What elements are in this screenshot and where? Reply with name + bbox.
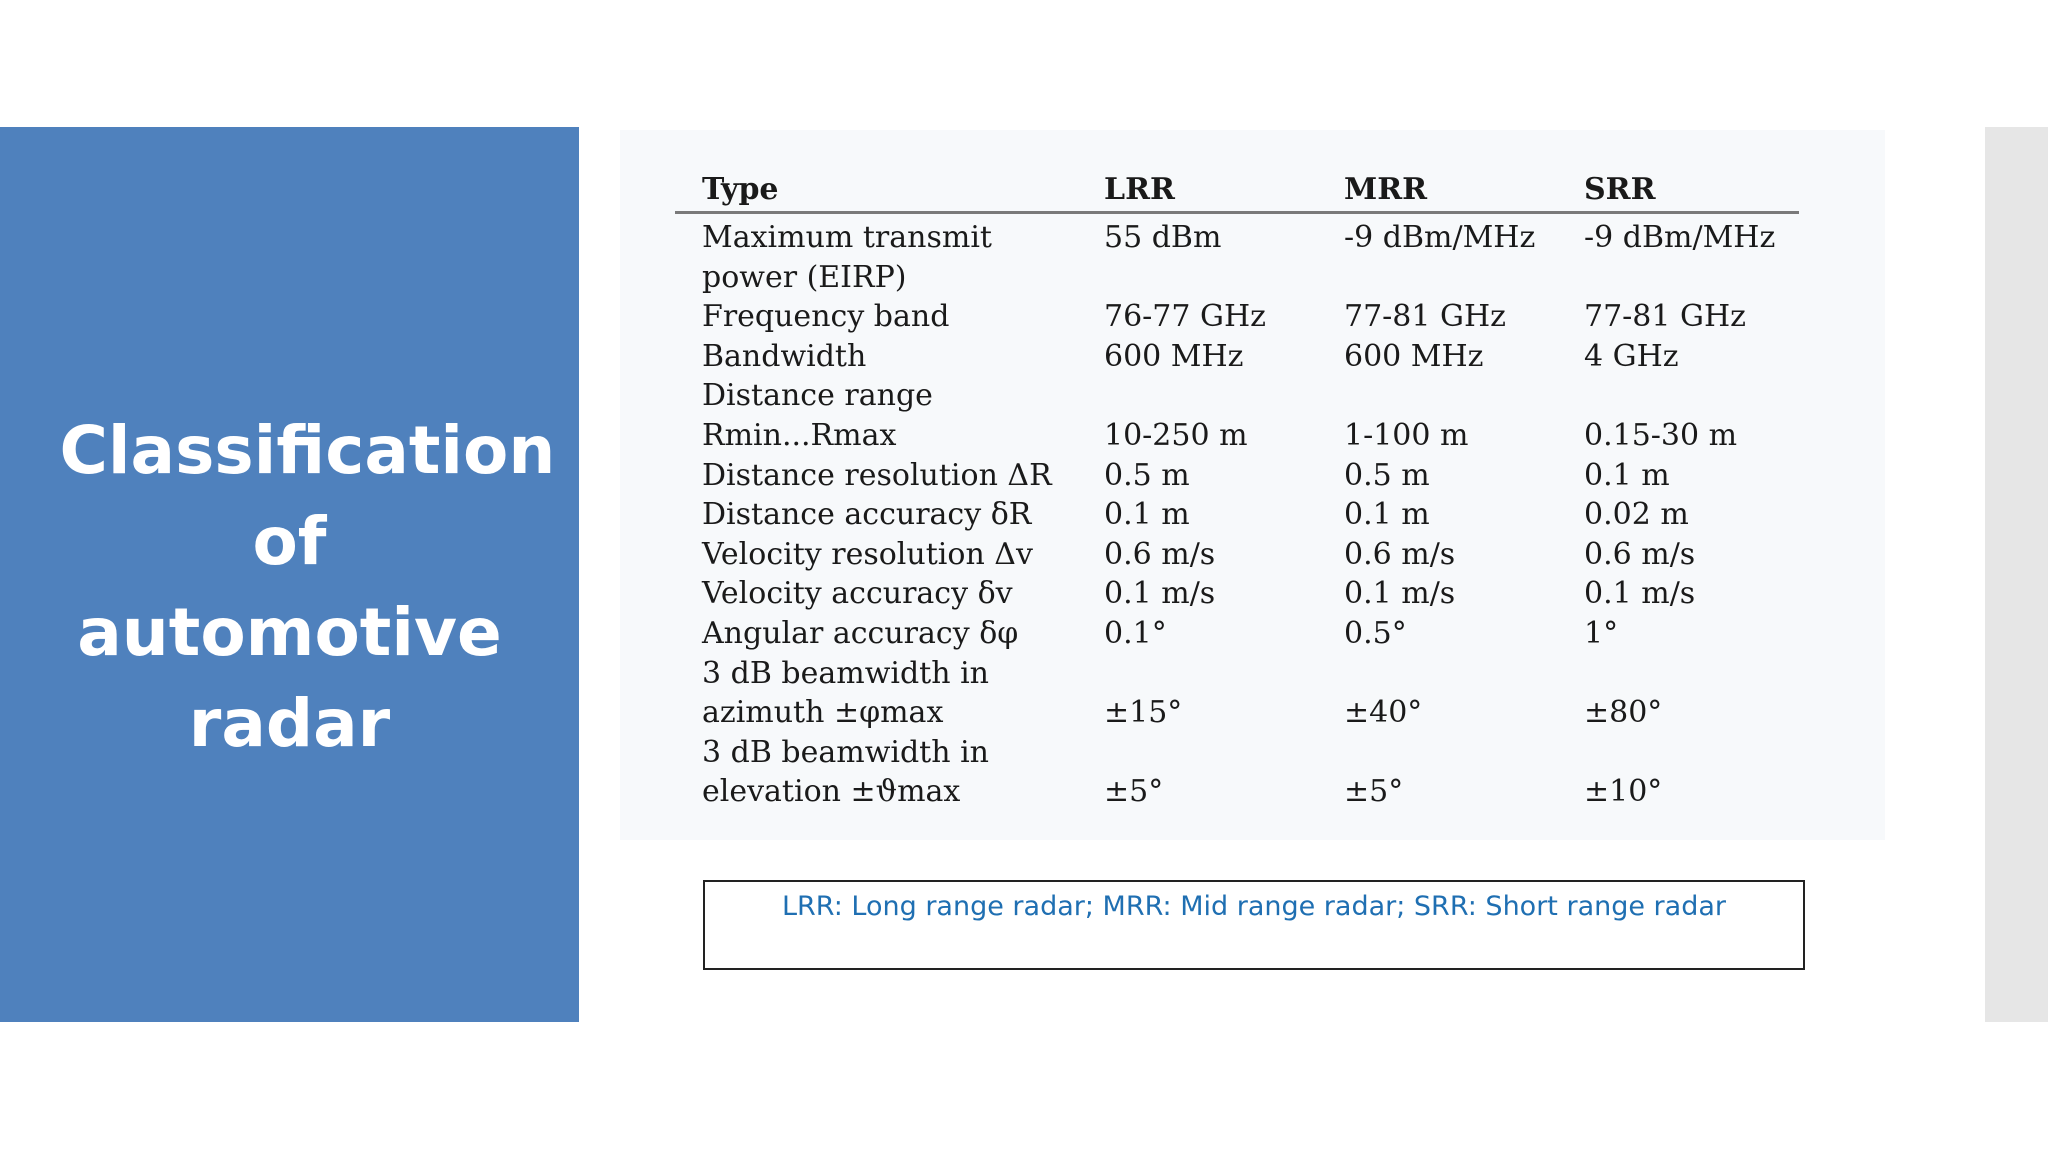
row-srr-value: 77-81 GHz: [1584, 299, 1746, 335]
row-lrr-value: 0.1 m/s: [1104, 576, 1216, 612]
caption-box: [703, 880, 1805, 970]
row-srr-value: 0.1 m/s: [1584, 576, 1696, 612]
row-lrr-value: 0.1°: [1104, 615, 1167, 651]
table-row: [675, 733, 1799, 812]
row-parameter: Velocity resolution Δv: [702, 536, 1033, 572]
header-type: Type: [675, 165, 1077, 213]
row-lrr-value: ±15°: [1104, 695, 1183, 731]
radar-spec-table: [675, 165, 1799, 812]
row-parameter: Velocity accuracy δv: [702, 576, 1013, 612]
row-parameter: 3 dB beamwidth in elevation ±ϑmax: [702, 734, 990, 810]
table-row: [675, 456, 1799, 496]
title-panel: [0, 127, 579, 1022]
row-mrr-value: 1-100 m: [1344, 417, 1469, 453]
row-parameter: Distance range Rmin...Rmax: [702, 378, 933, 453]
row-srr-value: 0.6 m/s: [1584, 536, 1696, 572]
row-srr-value: 0.02 m: [1584, 497, 1689, 533]
row-mrr-value: ±5°: [1344, 774, 1404, 810]
row-parameter: Angular accuracy δφ: [702, 615, 1019, 651]
row-lrr-value: 600 MHz: [1104, 338, 1244, 374]
row-srr-value: 4 GHz: [1584, 338, 1679, 374]
table-row: [675, 297, 1799, 337]
row-srr-value: -9 dBm/MHz: [1584, 220, 1776, 255]
table-row: [675, 376, 1799, 455]
row-srr-value: 1°: [1584, 615, 1619, 651]
caption-text: LRR: Long range radar; MRR: Mid range radar; SRR: Short range radar: [782, 891, 1726, 922]
row-lrr-value: 10-250 m: [1104, 417, 1248, 453]
row-lrr-value: 0.1 m: [1104, 497, 1190, 533]
row-mrr-value: -9 dBm/MHz: [1344, 220, 1536, 255]
table-row: [675, 213, 1799, 298]
row-mrr-value: 0.1 m/s: [1344, 576, 1456, 612]
row-srr-value: ±80°: [1584, 695, 1663, 731]
table-row: [675, 337, 1799, 377]
row-lrr-value: ±5°: [1104, 774, 1164, 810]
row-srr-value: ±10°: [1584, 774, 1663, 810]
table-row: [675, 495, 1799, 535]
row-lrr-value: 0.6 m/s: [1104, 536, 1216, 572]
row-parameter: Bandwidth: [702, 338, 867, 374]
row-mrr-value: ±40°: [1344, 695, 1423, 731]
table-body: [675, 213, 1799, 812]
row-mrr-value: 0.6 m/s: [1344, 536, 1456, 572]
row-mrr-value: 77-81 GHz: [1344, 299, 1506, 335]
row-parameter: Distance resolution ΔR: [702, 457, 1052, 493]
table-row: [675, 535, 1799, 575]
row-parameter: Maximum transmit power (EIRP): [702, 220, 992, 295]
right-decoration-strip: [1985, 127, 2048, 1022]
table-row: [675, 574, 1799, 614]
row-lrr-value: 55 dBm: [1104, 220, 1222, 255]
header-mrr: MRR: [1317, 165, 1557, 213]
row-mrr-value: 0.1 m: [1344, 497, 1430, 533]
row-mrr-value: 600 MHz: [1344, 338, 1484, 374]
slide-title: Classification of automotive radar: [59, 411, 556, 762]
header-srr: SRR: [1557, 165, 1799, 213]
row-srr-value: 0.15-30 m: [1584, 417, 1738, 453]
row-lrr-value: 0.5 m: [1104, 457, 1190, 493]
row-mrr-value: 0.5°: [1344, 615, 1407, 651]
row-srr-value: 0.1 m: [1584, 457, 1670, 493]
table-row: [675, 654, 1799, 733]
table-row: [675, 614, 1799, 654]
row-lrr-value: 76-77 GHz: [1104, 299, 1266, 335]
table-header-row: [675, 165, 1799, 213]
row-mrr-value: 0.5 m: [1344, 457, 1430, 493]
row-parameter: 3 dB beamwidth in azimuth ±φmax: [702, 655, 990, 731]
header-lrr: LRR: [1077, 165, 1317, 213]
row-parameter: Distance accuracy δR: [702, 497, 1032, 533]
row-parameter: Frequency band: [702, 299, 950, 335]
